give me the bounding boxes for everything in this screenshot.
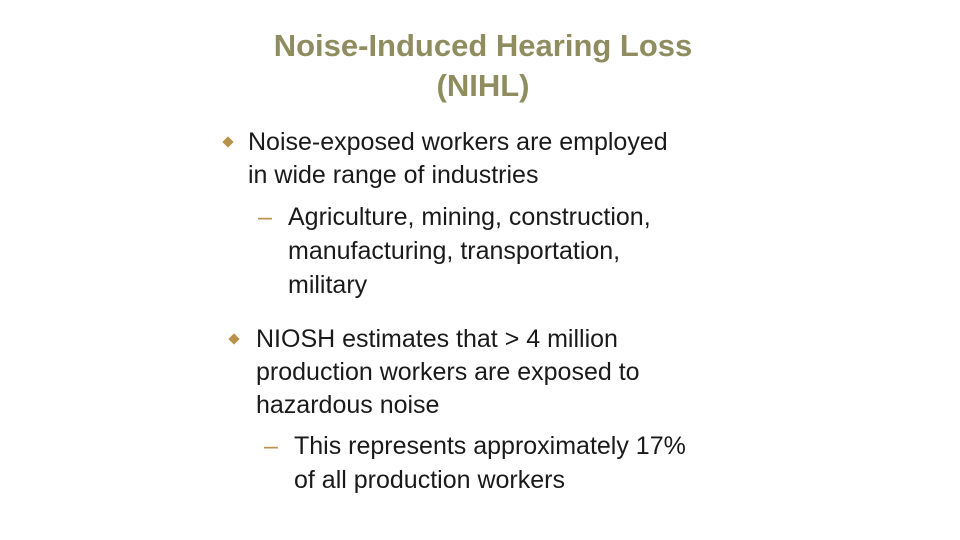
sub-bullet-text-line: of all production workers bbox=[294, 466, 565, 494]
title-line: Noise-Induced Hearing Loss bbox=[273, 28, 693, 63]
sub-bullet-text-line: Agriculture, mining, construction, bbox=[288, 203, 651, 231]
bullet-item bbox=[224, 126, 668, 192]
sub-bullet-text-line: manufacturing, transportation, bbox=[288, 237, 621, 265]
bullet-text-line: NIOSH estimates that > 4 million bbox=[256, 325, 618, 353]
sub-bullet-item bbox=[258, 200, 651, 302]
sub-bullet-item bbox=[264, 429, 686, 497]
bullet-text-line: Noise-exposed workers are employed bbox=[248, 128, 668, 156]
bullet-text-line: production workers are exposed to bbox=[256, 358, 640, 386]
bullet-text-line: in wide range of industries bbox=[248, 161, 539, 189]
bullet-item bbox=[230, 323, 640, 422]
bullet-text-line: hazardous noise bbox=[256, 391, 440, 419]
sub-bullet-text-line: This represents approximately 17% bbox=[294, 432, 686, 460]
sub-bullet-text-line: military bbox=[288, 271, 368, 299]
title-line: (NIHL) bbox=[436, 68, 530, 103]
dash-bullet-icon: – bbox=[258, 203, 272, 231]
slide-title bbox=[0, 26, 960, 106]
dash-bullet-icon: – bbox=[264, 432, 278, 460]
